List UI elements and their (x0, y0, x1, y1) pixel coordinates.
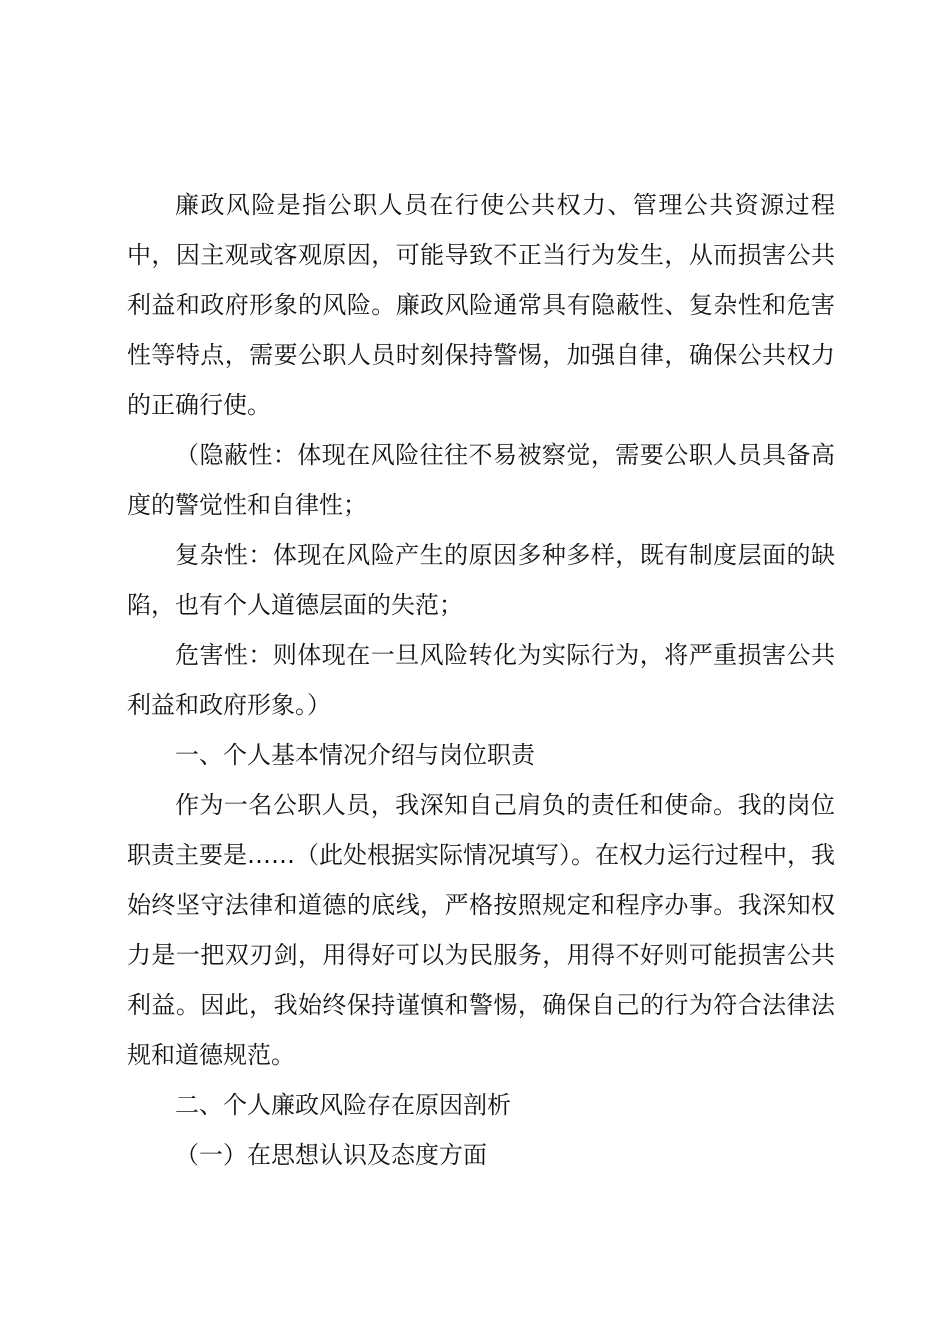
paragraph-risk-definition: 廉政风险是指公职人员在行使公共权力、管理公共资源过程中，因主观或客观原因，可能导致不正当行为发生，从而损害公共利益和政府形象的风险。廉政风险通常具有隐蔽性、复杂性和危害性等特点，需要公职人员时刻保持警惕，加强自律，确保公共权力的正确行使。 (127, 191, 835, 419)
paragraph-complexity: 复杂性：体现在风险产生的原因多种多样，既有制度层面的缺陷，也有个人道德层面的失范； (127, 541, 835, 619)
paragraph-concealment: （隐蔽性：体现在风险往往不易被察觉，需要公职人员具备高度的警觉性和自律性； (127, 441, 835, 519)
paragraph-job-duties: 作为一名公职人员，我深知自己肩负的责任和使命。我的岗位职责主要是……（此处根据实际情况填写）。在权力运行过程中，我始终坚守法律和道德的底线，严格按照规定和程序办事。我深知权力是一把双刃剑，用得好可以为民服务，用得不好则可能损害公共利益。因此，我始终保持谨慎和警惕，确保自己的行为符合法律法规和道德规范。 (127, 791, 835, 1069)
section-heading-2: 二、个人廉政风险存在原因剖析 (175, 1091, 511, 1119)
section-heading-1: 一、个人基本情况介绍与岗位职责 (175, 741, 535, 769)
document-body (127, 180, 835, 1180)
subsection-heading-1: （一）在思想认识及态度方面 (175, 1141, 487, 1169)
paragraph-harmfulness: 危害性：则体现在一旦风险转化为实际行为，将严重损害公共利益和政府形象。） (127, 641, 835, 719)
